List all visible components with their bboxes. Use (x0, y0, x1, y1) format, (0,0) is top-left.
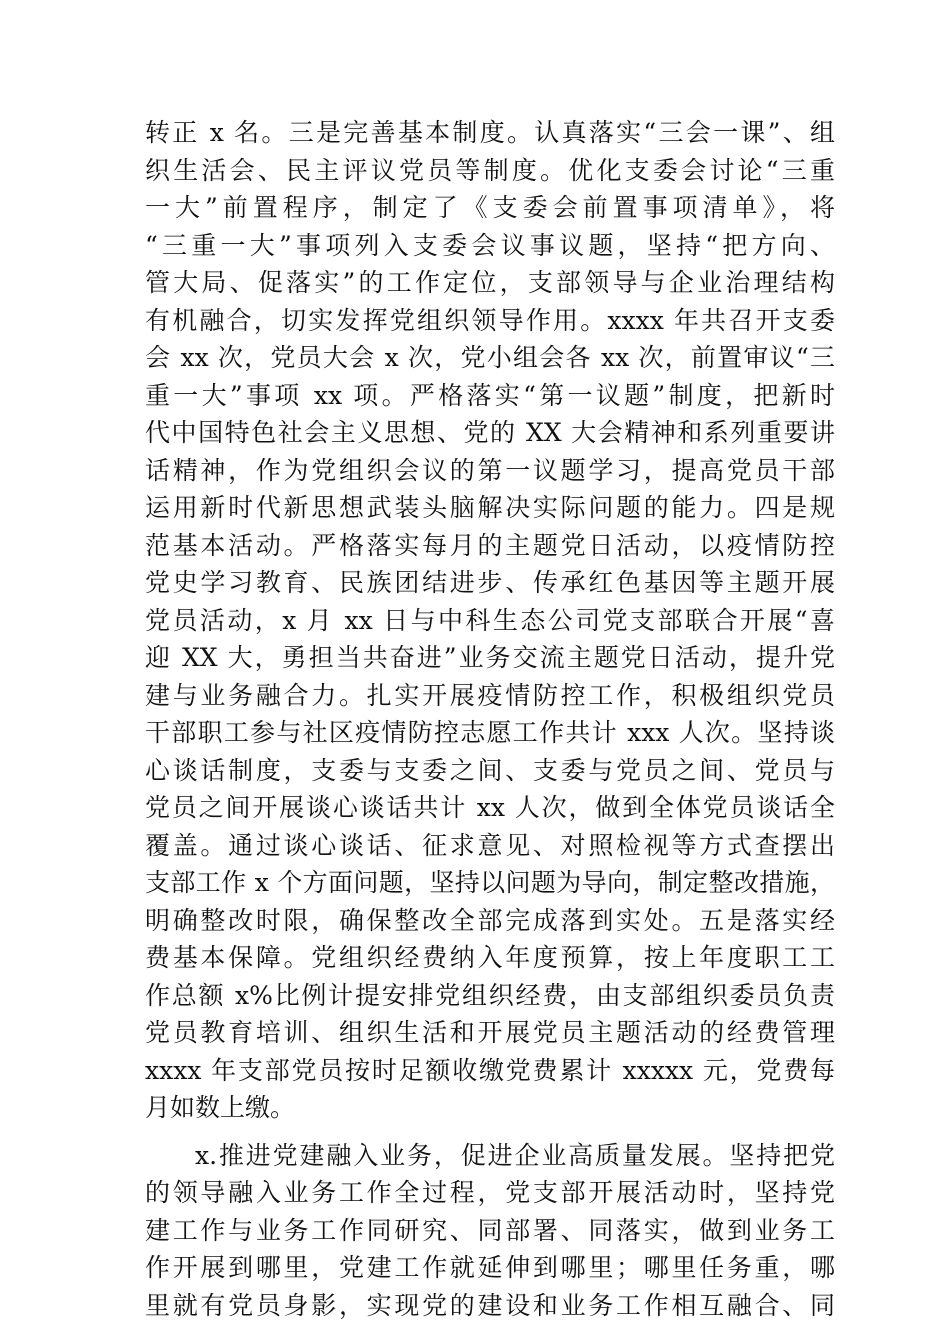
text-line: 党员教育培训、组织生活和开展党员主题活动的经费管理 (145, 1018, 835, 1047)
text-line: 月如数上缴。 (145, 1093, 296, 1122)
text-line: 作总额 x%比例计提安排党组织经费，由支部组织委员负责 (145, 980, 835, 1010)
text-line: 党员活动，x 月 xx 日与中科生态公司党支部联合开展“喜 (145, 605, 835, 635)
text-line: xxxx 年支部党员按时足额收缴党费累计 xxxxx 元，党费每 (145, 1055, 835, 1085)
text-line: 党史学习教育、民族团结进步、传承红色基因等主题开展 (145, 568, 835, 597)
text-line: 代中国特色社会主义思想、党的 XX 大会精神和系列重要讲 (145, 418, 835, 447)
text-line: 会 xx 次，党员大会 x 次，党小组会各 xx 次，前置审议“三 (145, 343, 835, 372)
text-line: 干部职工参与社区疫情防控志愿工作共计 xxx 人次。坚持谈 (145, 718, 835, 747)
text-line: 作开展到哪里，党建工作就延伸到哪里；哪里任务重，哪 (145, 1253, 835, 1282)
text-line: 重一大”事项 xx 项。严格落实“第一议题”制度，把新时 (145, 380, 835, 410)
text-line: 一大”前置程序，制定了《支委会前置事项清单》，将 (145, 193, 835, 222)
text-line: 运用新时代新思想武装头脑解决实际问题的能力。四是规 (145, 493, 835, 522)
text-line: 迎 XX 大，勇担当共奋进”业务交流主题党日活动，提升党 (145, 643, 835, 672)
text-line: 话精神，作为党组织会议的第一议题学习，提高党员干部 (145, 455, 835, 485)
text-line: 转正 x 名。三是完善基本制度。认真落实“三会一课”、组 (145, 118, 835, 147)
text-line: 明确整改时限，确保整改全部完成落到实处。五是落实经 (145, 905, 835, 935)
text-line: 管大局、促落实”的工作定位，支部领导与企业治理结构 (145, 268, 835, 297)
text-line: 覆盖。通过谈心谈话、征求意见、对照检视等方式查摆出 (145, 830, 835, 860)
paragraph-party-system-activities (145, 114, 835, 1127)
text-line: 费基本保障。党组织经费纳入年度预算，按上年度职工工 (145, 943, 835, 972)
paragraph-party-business-integration (145, 1137, 835, 1325)
text-line: 心谈话制度，支委与支委之间、支委与党员之间、党员与 (145, 755, 835, 785)
text-line: 建与业务融合力。扎实开展疫情防控工作，积极组织党员 (145, 680, 835, 710)
text-line: 支部工作 x 个方面问题，坚持以问题为导向，制定整改措施， (145, 868, 835, 897)
text-line: 有机融合，切实发挥党组织领导作用。xxxx 年共召开支委 (145, 305, 835, 335)
text-line: 里就有党员身影，实现党的建设和业务工作相互融合、同 (145, 1290, 835, 1320)
text-line: x.推进党建融入业务，促进企业高质量发展。坚持把党 (195, 1140, 835, 1170)
text-line: 党员之间开展谈心谈话共计 xx 人次，做到全体党员谈话全 (145, 793, 835, 822)
text-line: 建工作与业务工作同研究、同部署、同落实，做到业务工 (145, 1215, 835, 1245)
text-line: 的领导融入业务工作全过程，党支部开展活动时，坚持党 (145, 1178, 835, 1207)
text-line: 织生活会、民主评议党员等制度。优化支委会讨论“三重 (145, 155, 835, 185)
text-line: 范基本活动。严格落实每月的主题党日活动，以疫情防控 (145, 530, 835, 560)
text-line: “三重一大”事项列入支委会议事议题，坚持“把方向、 (145, 230, 835, 260)
document-body (145, 114, 835, 1324)
